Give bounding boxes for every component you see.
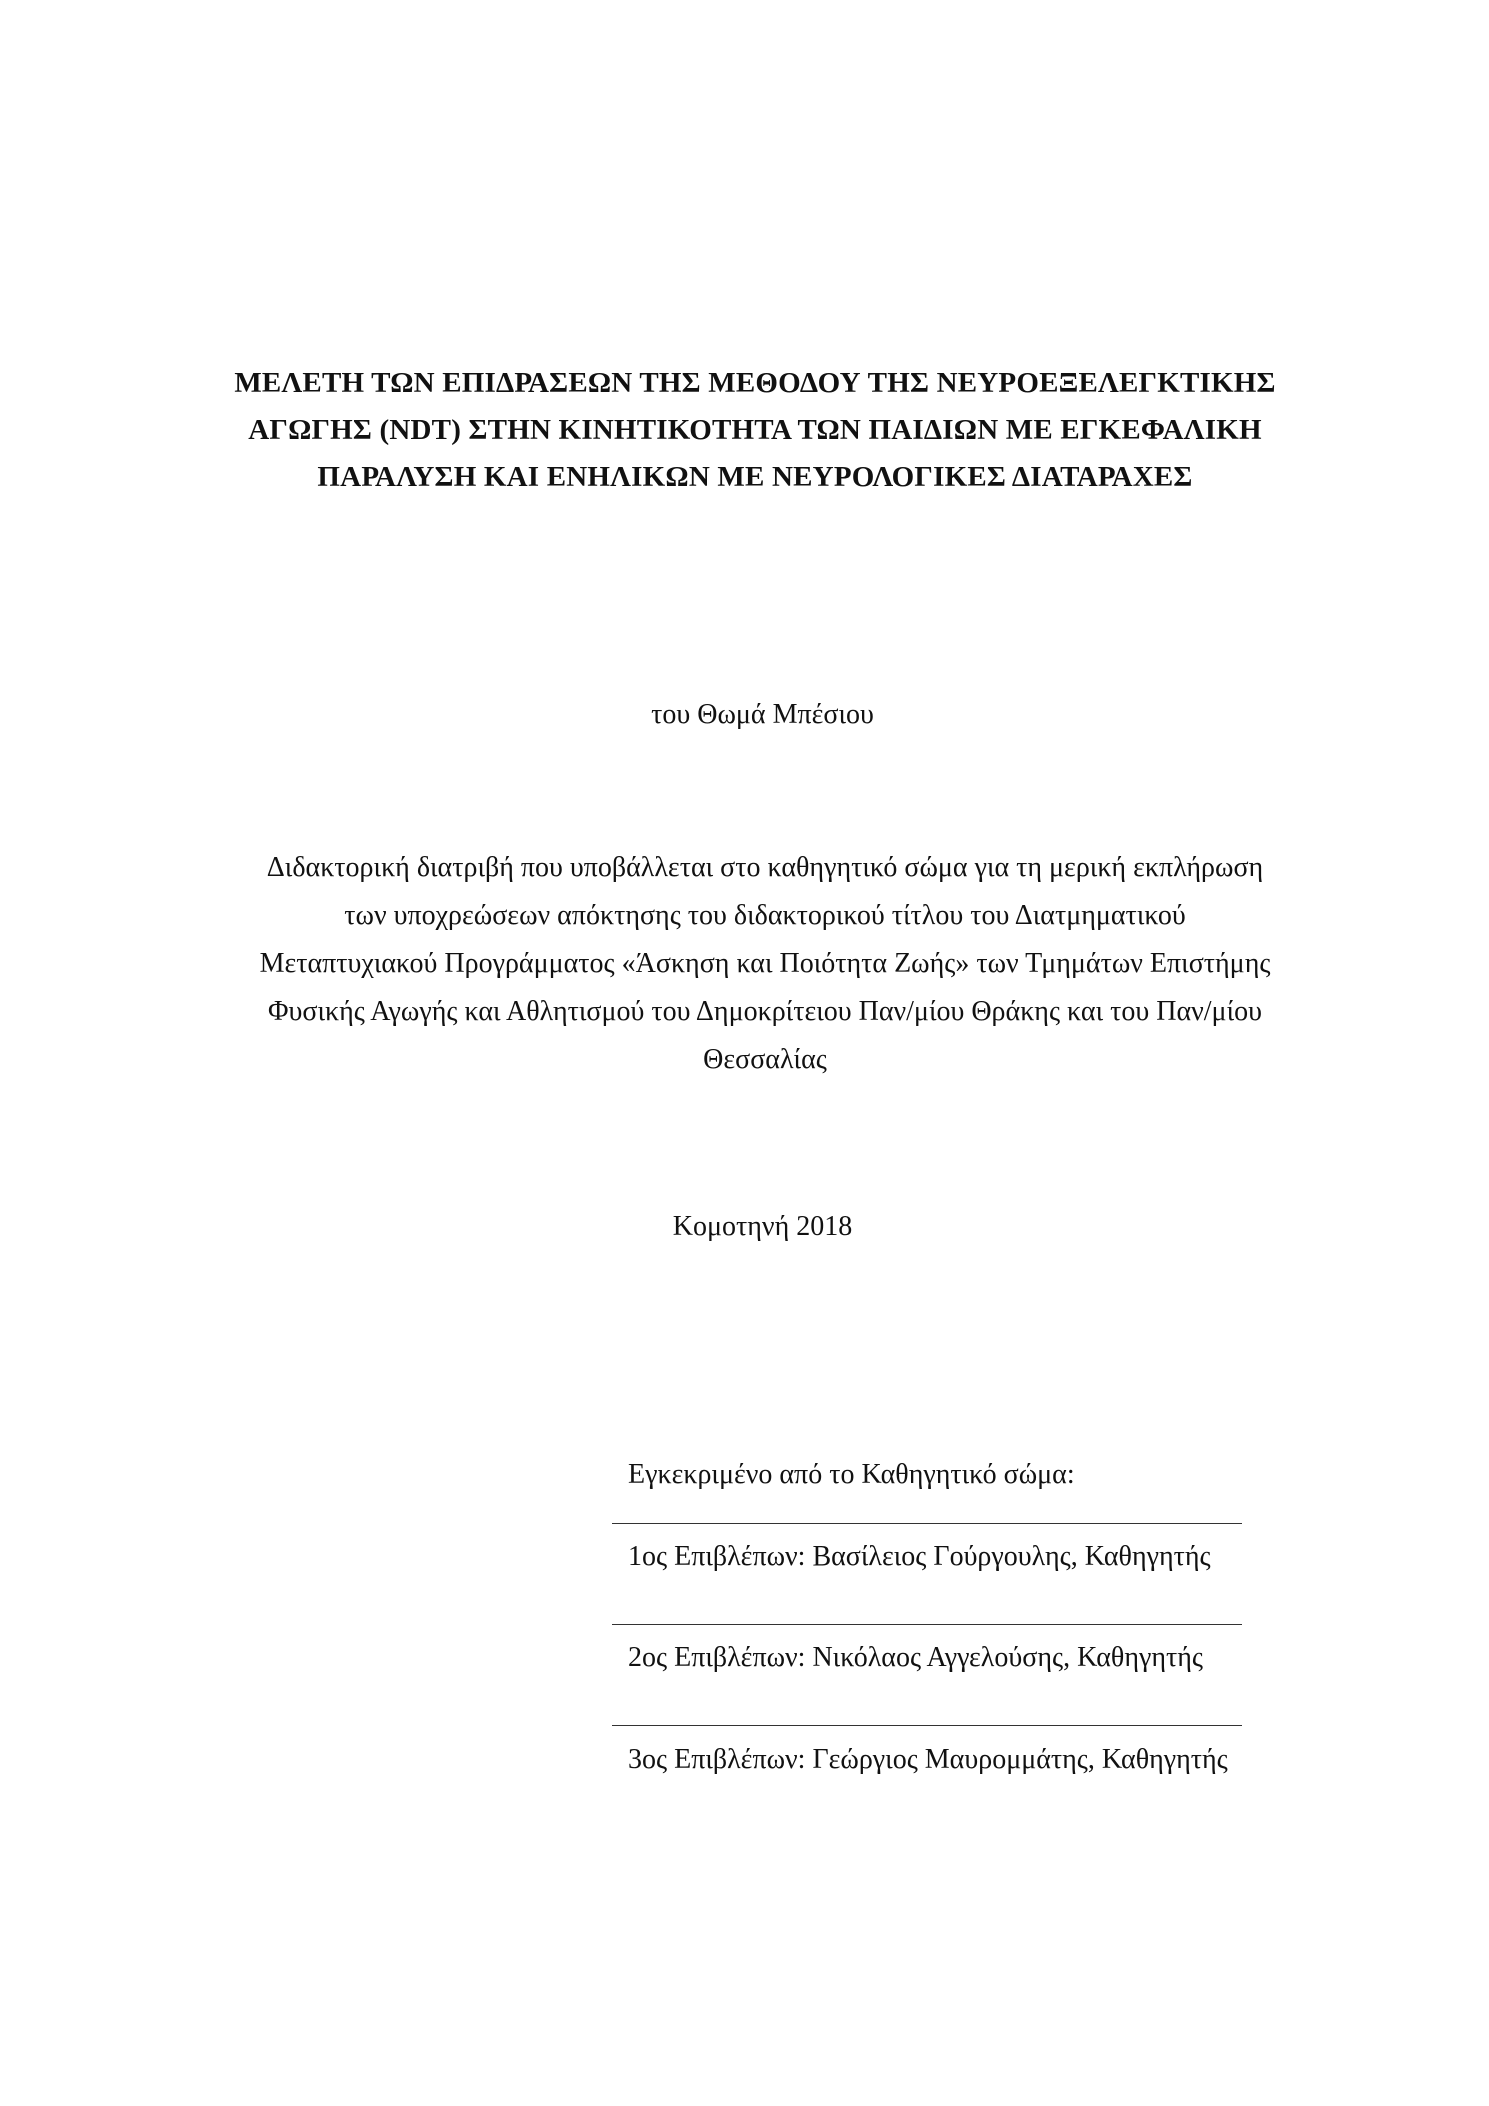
author-line: του Θωμά Μπέσιου [651, 699, 874, 730]
statement-line: Θεσσαλίας [703, 1044, 827, 1075]
statement-line: Μεταπτυχιακού Προγράμματος «Άσκηση και Ποιότητα Ζωής» των Τμημάτων Επιστήμης [259, 948, 1271, 979]
thesis-title [150, 360, 1360, 501]
thesis-title-line: ΠΑΡΑΛΥΣΗ ΚΑΙ ΕΝΗΛΙΚΩΝ ΜΕ ΝΕΥΡΟΛΟΓΙΚΕΣ ΔΙΑΤΑΡΑΧΕΣ [317, 461, 1193, 493]
committee-member: 3ος Επιβλέπων: Γεώργιος Μαυρομμάτης, Καθηγητής [628, 1744, 1228, 1775]
submission-statement [150, 844, 1380, 1084]
approval-label: Εγκεκριμένο από το Καθηγητικό σώμα: [628, 1459, 1075, 1490]
statement-line: Διδακτορική διατριβή που υποβάλλεται στο καθηγητικό σώμα για τη μερική εκπλήρωση [266, 852, 1264, 883]
signature-line [612, 1523, 1242, 1524]
committee-member: 2ος Επιβλέπων: Νικόλαος Αγγελούσης, Καθηγητής [628, 1642, 1203, 1673]
thesis-title-line: ΑΓΩΓΗΣ (NDT) ΣΤΗΝ ΚΙΝΗΤΙΚΟΤΗΤΑ ΤΩΝ ΠΑΙΔΙΩΝ ΜΕ ΕΓΚΕΦΑΛΙΚΗ [248, 414, 1262, 446]
statement-line: Φυσικής Αγωγής και Αθλητισμού του Δημοκρίτειου Παν/μίου Θράκης και του Παν/μίου [268, 996, 1262, 1027]
place-and-year: Κομοτηνή 2018 [672, 1211, 853, 1242]
signature-line [612, 1725, 1242, 1726]
committee-member: 1ος Επιβλέπων: Βασίλειος Γούργουλης, Καθηγητής [628, 1541, 1211, 1572]
thesis-title-line: ΜΕΛΕΤΗ ΤΩΝ ΕΠΙΔΡΑΣΕΩΝ ΤΗΣ ΜΕΘΟΔΟΥ ΤΗΣ ΝΕΥΡΟΕΞΕΛΕΓΚΤΙΚΗΣ [234, 367, 1276, 399]
statement-line: των υποχρεώσεων απόκτησης του διδακτορικού τίτλου του Διατμηματικού [344, 900, 1186, 931]
signature-line [612, 1624, 1242, 1625]
